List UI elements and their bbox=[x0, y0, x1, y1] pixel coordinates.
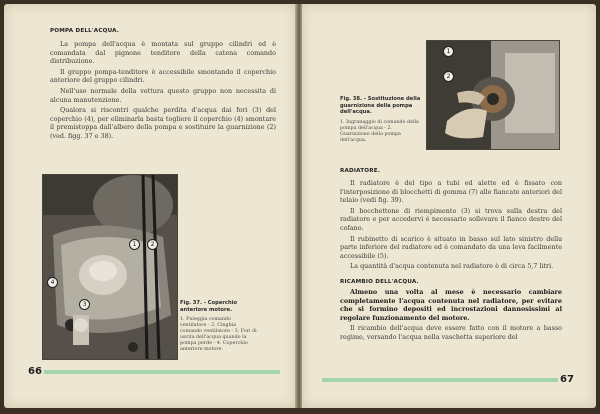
left-paragraph: Il gruppo pompa-tenditore è accessibile smontando il coperchio anteriore del gruppo cilindri. bbox=[50, 67, 276, 85]
fig37-caption bbox=[180, 300, 258, 353]
engine-cover-photo bbox=[42, 174, 178, 360]
marker-4: 4 bbox=[47, 277, 58, 288]
marker-1: 1 bbox=[129, 239, 140, 250]
radiator-paragraph: Il rubinetto di scarico è situato in basso sul lato sinistro della parte inferiore del radiatore ed è comandato da una leva facilmente accessibile (5). bbox=[340, 234, 562, 260]
engine-cover-illustration bbox=[43, 175, 177, 359]
radiator-paragraph: Il bocchettone di riempimento (3) si trova sulla destra del radiatore e per accedervi è necessario sollevare il fianco destro del cofano. bbox=[340, 206, 562, 232]
water-exchange-bold: Almeno una volta al mese è necessario cambiare completamente l'acqua contenuta nel radiatore, per evitare che si formino depositi ed incrostazioni dannosissimi al regolare funzionamento del motore. bbox=[340, 287, 562, 322]
left-paragraph: Qualora si riscontri qualche perdita d'acqua dai fori (3) del coperchio (4), per eliminarla basta togliere il coperchio (4) smontare il premistoppa dall'albero della pompa e sostituire la guarnizione (2) (ved. figg. 37 e 38). bbox=[50, 106, 276, 140]
left-paragraph: Nell'uso normale della vettura questo gruppo non necessita di alcuna manutenzione. bbox=[50, 86, 276, 104]
right-page-number: 67 bbox=[560, 374, 574, 385]
left-page bbox=[4, 4, 296, 408]
radiator-paragraph: Il radiatore è del tipo a tubi ed alette ed è fissato con l'interposizione di blocchetti di gomma (7) alle fiancate anteriori del telaio (vedi fig. 39). bbox=[340, 179, 562, 205]
fig37-title: Fig. 37. - Coperchio anteriore motore. bbox=[180, 300, 238, 313]
right-page bbox=[302, 4, 596, 408]
radiator-paragraph: La quantità d'acqua contenuta nel radiatore è di circa 5,7 litri. bbox=[350, 262, 554, 271]
marker-3: 3 bbox=[79, 299, 90, 310]
pump-gasket-photo bbox=[426, 40, 560, 150]
left-text-block bbox=[50, 28, 276, 143]
water-pump-heading: POMPA DELL'ACQUA. bbox=[50, 28, 120, 34]
left-paragraph: La pompa dell'acqua è montata sul gruppo cilindri ed è comandata dal pignone tenditore della catena comando distribuzione. bbox=[50, 40, 276, 66]
right-footer-rule bbox=[322, 378, 558, 382]
right-text-block bbox=[340, 168, 562, 344]
left-page-number: 66 bbox=[28, 366, 42, 377]
fig37-legend: 1. Puleggia comando ventilatore - 2. Cinghia comando ventilatore - 3. Fori di uscita dell'acqua quando la pompa perde - 4. Coperchio anteriore motore. bbox=[180, 317, 257, 353]
left-footer-rule bbox=[44, 370, 280, 374]
marker-2: 2 bbox=[443, 71, 454, 82]
pump-gasket-illustration bbox=[427, 41, 559, 149]
fig38-legend: 1. Ingranaggio di comando della pompa dell'acqua - 2. Guarnizione della pompa dell'acqua. bbox=[340, 119, 419, 143]
marker-2: 2 bbox=[147, 239, 158, 250]
radiator-heading: RADIATORE. bbox=[340, 168, 381, 174]
water-exchange-paragraph: Il ricambio dell'acqua deve essere fatto con il motore a basso regime, versando l'acqua nella vaschetta superiore del bbox=[340, 324, 562, 341]
fig38-title: Fig. 38. - Sostituzione della guarnizione della pompa dell'acqua. bbox=[340, 96, 421, 116]
marker-1: 1 bbox=[443, 46, 454, 57]
water-exchange-heading: RICAMBIO DELL'ACQUA. bbox=[340, 278, 419, 285]
fig38-caption bbox=[340, 96, 422, 144]
